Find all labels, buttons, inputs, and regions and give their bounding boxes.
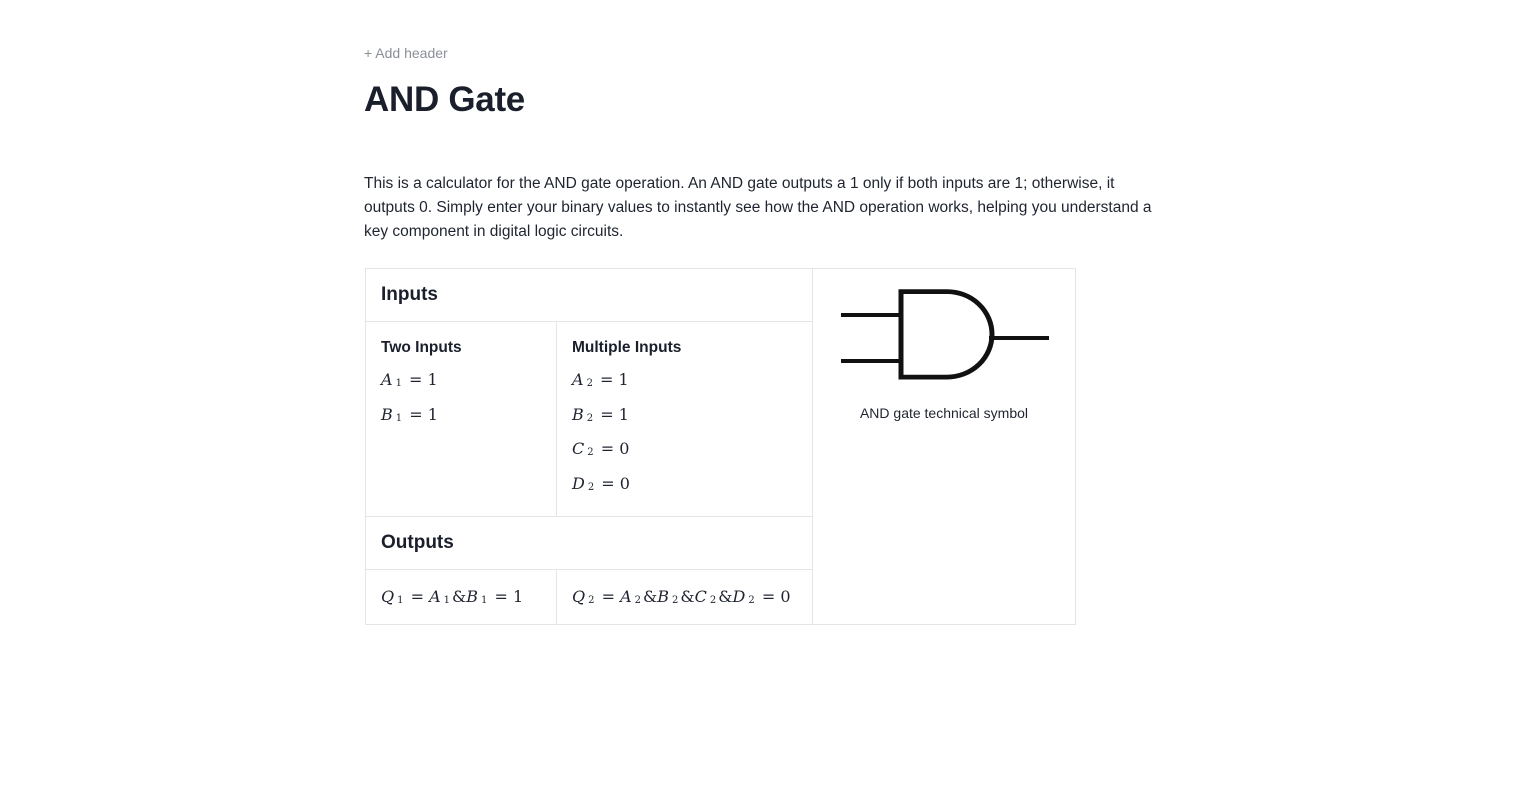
input-c2[interactable]: C $_2$ = 0 bbox=[572, 439, 630, 458]
input-a2[interactable]: A $_2$ = 1 bbox=[572, 370, 629, 389]
output-q2-cell bbox=[557, 570, 813, 625]
two-inputs-column bbox=[366, 322, 557, 517]
inputs-heading: Inputs bbox=[366, 269, 813, 322]
multiple-inputs-title: Multiple Inputs bbox=[572, 339, 682, 356]
and-gate-calculator bbox=[365, 268, 1076, 625]
input-b2[interactable]: B $_2$ = 1 bbox=[572, 404, 629, 424]
outputs-heading: Outputs bbox=[366, 517, 813, 570]
two-inputs-title: Two Inputs bbox=[381, 339, 462, 356]
add-header-link[interactable]: + Add header bbox=[364, 45, 448, 61]
input-b1[interactable]: B $_1$ = 1 bbox=[381, 404, 438, 424]
input-d2[interactable]: D $_2$ = 0 bbox=[572, 473, 630, 493]
symbol-caption: AND gate technical symbol bbox=[859, 405, 1029, 421]
and-gate-icon bbox=[839, 285, 1049, 381]
multiple-inputs-column bbox=[557, 322, 813, 517]
output-q1-cell bbox=[366, 570, 557, 625]
input-a1[interactable]: A $_1$ = 1 bbox=[381, 370, 438, 389]
page-description: This is a calculator for the AND gate operation. An AND gate outputs a 1 only if both inputs are 1; otherwise, it outputs 0. Simply enter your binary values to instantly see how the AND operation works, helping you understand a key component in digital logic circuits. bbox=[364, 175, 1152, 240]
output-q1: Q $_1$ = A $_1$ &B $_1$ = 1 bbox=[381, 587, 524, 606]
page-title: AND Gate bbox=[364, 80, 525, 119]
output-q2: Q $_2$ = A $_2$ &B $_2$ &C $_2$ &D $_2$ = 0 bbox=[572, 587, 791, 606]
symbol-cell bbox=[813, 269, 1076, 625]
